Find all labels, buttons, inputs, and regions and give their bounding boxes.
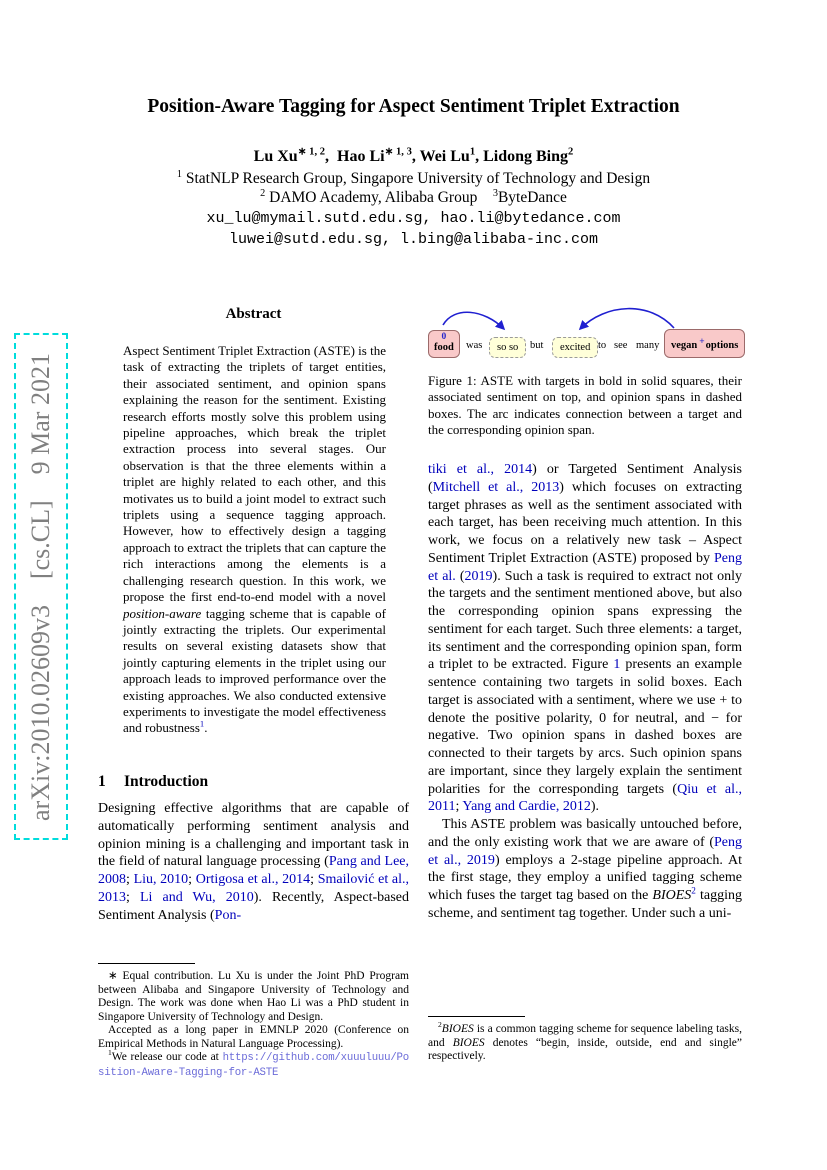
footnote-equal-contribution — [98, 970, 409, 1024]
text-run: Accepted as a long paper in EMNLP 2020 (Conference on Empirical Methods in Natural Language Processing). — [98, 1024, 409, 1050]
affiliation-2 — [0, 189, 827, 207]
right-column — [428, 300, 742, 923]
text-run: DAMO Academy, Alibaba Group — [265, 189, 493, 206]
text-run: tagging scheme, and sentiment tag together. Under such a uni- — [428, 888, 742, 921]
text-run: ; — [455, 799, 463, 815]
abstract-heading: Abstract — [225, 306, 282, 322]
text-run: tagging scheme that is capable of jointly extracting the triplets. Our experimental results on several existing datasets show that jointly capturing elements in the triplet using our approach leads to improved performance over the existing approaches. We also conducted extensive experiments to investigate the model effectiveness and robustness — [123, 605, 386, 736]
sentiment-label-positive: + — [699, 337, 705, 348]
footnote-rule-left — [98, 963, 195, 964]
text-run: ). Such a task is required to extract not only the targets and the sentiment mentioned above, but also the corresponding opinion spans expressing the sentiment for each target. Such three elements: a target, its sentiment and the corresponding opinion span, form a triplet to be extracted. Figure — [428, 568, 742, 673]
text-run: Lidong Bing — [483, 148, 569, 165]
superscript-mark: 2 — [260, 187, 266, 199]
citation-link[interactable]: Peng et al. — [428, 550, 742, 584]
text-run: ; — [310, 872, 318, 887]
footnotes-right — [428, 1016, 742, 1064]
citation-link[interactable]: Mitchell et al., 2013 — [432, 479, 560, 495]
footnote-rule-right — [428, 1016, 525, 1017]
abstract-body — [123, 343, 386, 747]
figure1-opinion-soso: so so — [489, 337, 526, 358]
sentiment-label-neutral: 0 — [441, 332, 447, 343]
text-run: is a common tagging scheme for sequence labeling tasks, and — [428, 1023, 742, 1049]
math-text: BIOES — [652, 888, 692, 904]
text-run: denotes “begin, inside, outside, end and single” respectively. — [428, 1036, 742, 1062]
text-run: Wei Lu — [419, 148, 470, 165]
citation-link[interactable]: 1 — [613, 657, 621, 673]
right-paragraph-2 — [428, 816, 742, 923]
email-line-1: xu_lu@mymail.sutd.edu.sg, hao.li@bytedance.com — [206, 210, 621, 227]
figure1-caption: Figure 1: ASTE with targets in bold in solid squares, their associated sentiment on top, and opinion spans in dashed boxes. The arc indicates connection between a target and the corresponding opinion span. — [428, 373, 742, 437]
citation-link[interactable]: Ortigosa et al., 2014 — [195, 872, 311, 887]
citation-link[interactable]: Smailović et al., 2013 — [98, 872, 410, 905]
footnote-ref-link[interactable]: 2 — [691, 885, 696, 896]
authors-line — [0, 148, 827, 166]
figure1-word-was: was — [466, 340, 483, 351]
citation-link[interactable]: Yang and Cardie, 2012 — [462, 799, 591, 815]
footnote-ref-link[interactable]: 1 — [199, 719, 205, 730]
left-column — [98, 306, 409, 924]
math-text: BIOES — [452, 1036, 485, 1049]
superscript-mark: ∗ 1, 2 — [297, 146, 325, 158]
citation-link[interactable]: Pang and Lee, 2008 — [98, 854, 409, 887]
figure1-word-many: many — [636, 340, 660, 351]
text-run: Designing effective algorithms that are capable of automatically performing sentiment analysis and opinion mining is a challenging and important task in the field of natural language processing ( — [98, 801, 409, 870]
footnote-accepted — [98, 1024, 409, 1051]
text-run: ) which focuses on extracting target phrases as well as the sentiment associated with each target, has been receiving much attention. In this work, we focus on a relatively new task – Aspect Sentiment Triplet Extraction (ASTE) proposed by — [428, 479, 742, 566]
footnotes-left — [98, 963, 409, 1080]
arc-vegan-to-excited — [580, 309, 674, 329]
text-run: ; — [126, 889, 140, 905]
citation-link[interactable]: Pon- — [214, 907, 242, 923]
citation-link[interactable]: Peng et al., 2019 — [428, 834, 742, 868]
section-title: Introduction — [124, 773, 209, 790]
superscript-mark: 1 — [108, 1048, 112, 1058]
citation-link[interactable]: Qiu et al., 2011 — [428, 781, 742, 815]
figure1-target-food — [428, 330, 460, 358]
target-word-vegan-options — [671, 337, 739, 352]
right-paragraph-1 — [428, 461, 742, 816]
text-run: ) employs a 2-stage pipeline approach. At the first stage, they employ a unified tagging scheme which fuses the target tag based on the — [428, 852, 742, 904]
figure1-word-to: to — [598, 340, 607, 351]
text-run: Hao Li — [337, 148, 385, 165]
text-run: ∗ Equal contribution. Lu Xu is under the Joint PhD Program between Alibaba and Singapore University of Technology and Design. The work was done when Hao Li was a PhD student in Singapore University of Technology and Design. — [98, 970, 409, 1023]
text-run: ). Recently, Aspect-based Sentiment Analysis ( — [98, 889, 410, 923]
section-number: 1 — [98, 773, 106, 790]
superscript-mark: 1 — [469, 146, 476, 158]
intro-paragraph — [98, 800, 409, 924]
text-run: ; — [188, 872, 196, 887]
text-run: We release our code at — [111, 1051, 223, 1063]
text-run: Lu Xu — [253, 148, 298, 165]
text-run: This ASTE problem was basically untouched before, and the only existing work that we are aware of ( — [428, 817, 742, 850]
text-run: ). — [590, 799, 599, 815]
section-heading-introduction — [98, 773, 409, 791]
superscript-mark: ∗ 1, 3 — [384, 146, 412, 158]
citation-link[interactable]: Li and Wu, 2010 — [139, 889, 254, 905]
math-text: BIOES — [441, 1023, 474, 1035]
figure1-opinion-excited: excited — [552, 337, 598, 358]
footnote-bioes — [428, 1020, 742, 1064]
superscript-mark: 2 — [568, 146, 574, 158]
citation-link[interactable]: 2019 — [464, 568, 493, 584]
figure1-word-but: but — [530, 340, 544, 351]
footnote-code-release — [98, 1048, 409, 1080]
text-run: . — [204, 720, 208, 736]
figure1-word-see: see — [614, 340, 628, 351]
arxiv-stamp — [14, 333, 68, 840]
text-run: , — [325, 148, 337, 165]
text-run: Aspect Sentiment Triplet Extraction (ASTE) is the task of extracting the triplets of target entities, their associated sentiment, and opinion spans explaining the reason for the sentiment. Existing research efforts mostly solve this problem using pipeline approaches, which break the triplet extraction process into several stages. Our observation is that the three elements within a triplet are highly related to each other, and this motivates us to build a joint model to extract such triplets using a sequence tagging approach. However, how to effectively design a tagging approach to extract the triplets that can capture the rich interactions among the elements is a challenging research question. In this work, we propose the first end-to-end model with a novel — [123, 343, 386, 605]
target-word-options: options — [705, 340, 739, 352]
text-run: StatNLP Research Group, Singapore University of Technology and Design — [181, 170, 651, 187]
target-word-vegan: vegan — [671, 340, 698, 352]
email-line-2: luwei@sutd.edu.sg, l.bing@alibaba-inc.com — [228, 231, 599, 248]
citation-link[interactable]: tiki et al., 2014 — [428, 462, 533, 478]
figure1-sentence — [428, 300, 742, 360]
citation-link[interactable]: Liu, 2010 — [133, 872, 189, 887]
text-run: , — [411, 148, 420, 165]
text-run: presents an example sentence containing two targets in solid boxes. Each target is associated with a sentiment, where we use + to denote the positive polarity, 0 for neutral, and − for negative. Two opinion spans in dashed boxes are connected to their targets by arcs. Such opinion spans are important, since they largely explain the sentiment polarities for the corresponding targets ( — [428, 657, 742, 797]
text-run: ( — [455, 568, 465, 584]
url-link[interactable]: https://github.com/xuuuluuu/Position-Aware-Tagging-for-ASTE — [98, 1052, 409, 1079]
text-run: ; — [126, 872, 134, 887]
text-run: ) or Targeted Sentiment Analysis ( — [428, 462, 742, 495]
superscript-mark: 3 — [492, 187, 498, 199]
arc-food-to-soso — [443, 312, 504, 329]
superscript-mark: 2 — [438, 1020, 442, 1030]
arxiv-stamp-text: arXiv:2010.02609v3 [cs.CL] 9 Mar 2021 — [26, 352, 55, 821]
italic-text: position-aware — [123, 605, 202, 621]
superscript-mark: 1 — [176, 168, 182, 180]
text-run: ByteDance — [497, 189, 567, 206]
paper-title: Position-Aware Tagging for Aspect Sentiment Triplet Extraction — [147, 96, 680, 117]
affiliation-1 — [0, 170, 827, 188]
figure1-target-vegan-options — [664, 329, 745, 358]
text-run: , — [475, 148, 484, 165]
target-word-food: food — [434, 342, 454, 354]
